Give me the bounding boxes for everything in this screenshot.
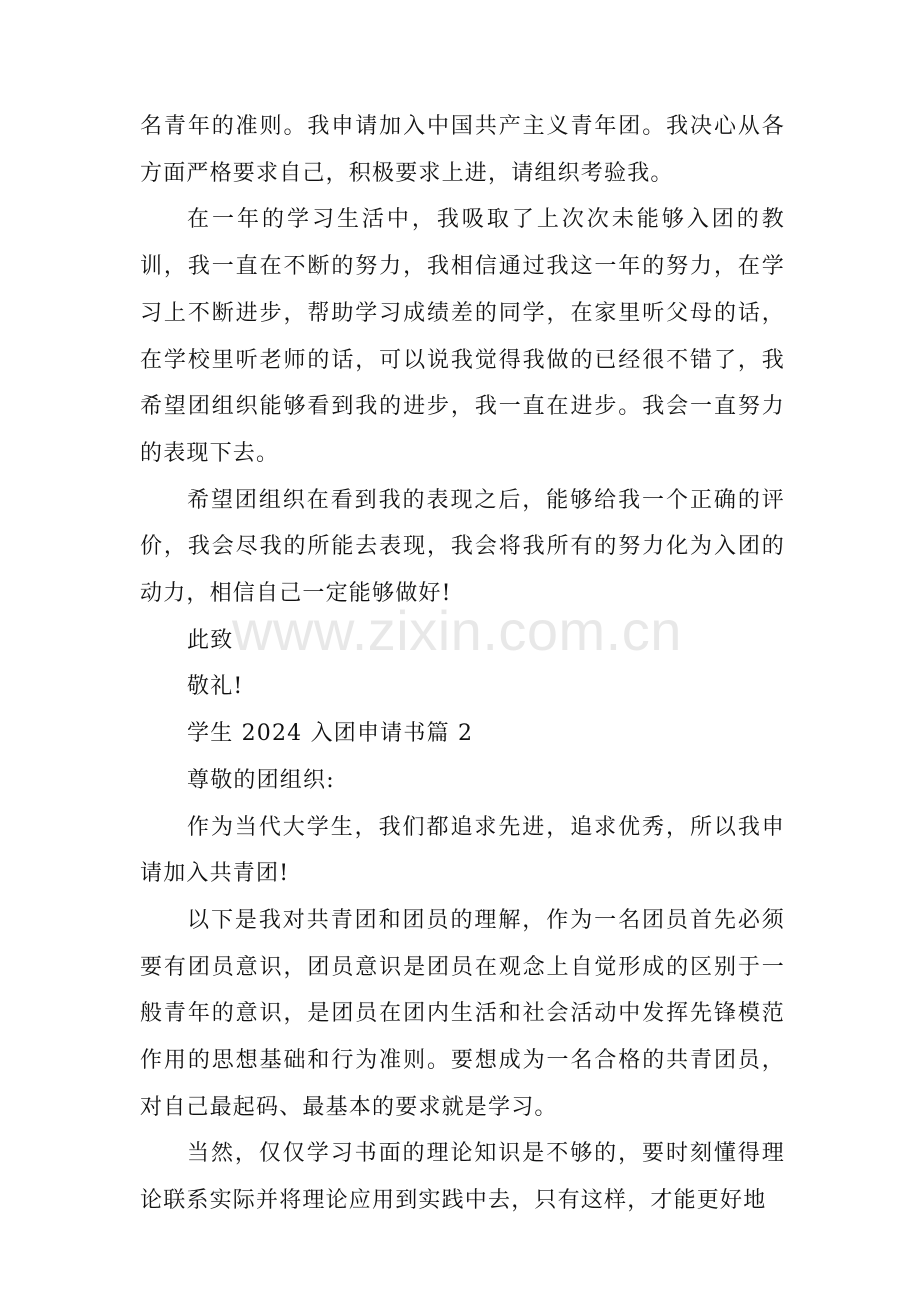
section-title: 学生 2024 入团申请书篇 2: [187, 721, 474, 747]
paragraph: 作为当代大学生，我们都追求先进，追求优秀，所以我申请加入共青团!: [140, 814, 785, 887]
watermark: www.zixin.com.cn: [232, 599, 682, 662]
paragraph: 以下是我对共青团和团员的理解，作为一名团员首先必须要有团员意识，团员意识是团员在观念上自觉形成的区别于一般青年的意识，是团员在团内生活和社会活动中发挥先锋模范作用的思想基础和行为准则。要想成为一名合格的共青团员，对自己最起码、最基本的要求就是学习。: [140, 907, 785, 1120]
paragraph: 名青年的准则。我申请加入中国共产主义青年团。我决心从各方面严格要求自己，积极要求上进，请组织考验我。: [140, 114, 785, 186]
letter-greeting: 尊敬的团组织:: [187, 767, 335, 793]
paragraph: 当然，仅仅学习书面的理论知识是不够的，要时刻懂得理论联系实际并将理论应用到实践中去，只有这样，才能更好地: [140, 1141, 785, 1214]
paragraph: 在一年的学习生活中，我吸取了上次次未能够入团的教训，我一直在不断的努力，我相信通过我这一年的努力，在学习上不断进步，帮助学习成绩差的同学，在家里听父母的话，在学校里听老师的话，可以说我觉得我做的已经很不错了，我希望团组织能够看到我的进步，我一直在进步。我会一直努力的表现下去。: [140, 207, 785, 466]
closing-salutation: 此致: [187, 627, 234, 653]
paragraph: 希望团组织在看到我的表现之后，能够给我一个正确的评价，我会尽我的所能去表现，我会将我所有的努力化为入团的动力，相信自己一定能够做好!: [140, 487, 785, 607]
closing-regards: 敬礼!: [187, 674, 244, 700]
document-body: [140, 104, 785, 1225]
